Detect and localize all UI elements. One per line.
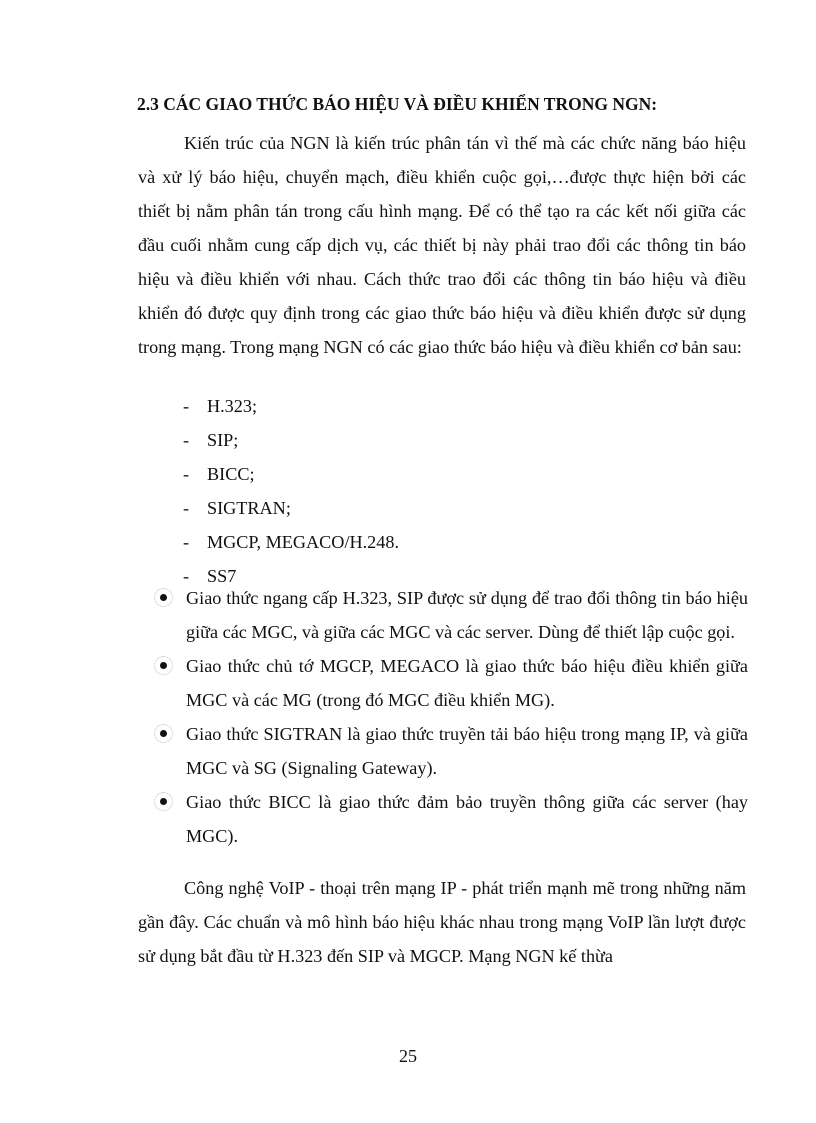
list-item xyxy=(183,423,399,457)
bullet-icon xyxy=(160,662,167,669)
protocol-label: MGCP, MEGACO/H.248. xyxy=(207,532,400,552)
list-item xyxy=(183,525,399,559)
list-item xyxy=(183,491,399,525)
bullet-icon xyxy=(160,730,167,737)
list-item xyxy=(160,581,748,649)
list-item xyxy=(183,457,399,491)
protocol-label: SS7 xyxy=(207,566,237,586)
dash-marker: - xyxy=(183,532,190,552)
dash-marker: - xyxy=(183,430,190,450)
list-item xyxy=(183,389,399,423)
bullet-icon xyxy=(160,594,167,601)
dash-marker: - xyxy=(183,498,190,518)
protocol-label: SIP; xyxy=(207,430,239,450)
list-item xyxy=(160,785,748,853)
bullet-text: Giao thức ngang cấp H.323, SIP được sử dụng để trao đổi thông tin báo hiệu giữa các MGC, và giữa các MGC và các server. Dùng để thiết lập cuộc gọi. xyxy=(186,588,748,642)
protocol-label: BICC; xyxy=(207,464,255,484)
page-number: 25 xyxy=(399,1046,417,1066)
list-item xyxy=(160,649,748,717)
dash-marker: - xyxy=(183,396,190,416)
bullet-icon xyxy=(160,798,167,805)
bullet-text: Giao thức chủ tớ MGCP, MEGACO là giao thức báo hiệu điều khiển giữa MGC và các MG (trong đó MGC điều khiển MG). xyxy=(186,656,748,710)
intro-paragraph: Kiến trúc của NGN là kiến trúc phân tán vì thế mà các chức năng báo hiệu và xử lý báo hiệu, chuyển mạch, điều khiển cuộc gọi,…được thực hiện bởi các thiết bị nằm phân tán trong cấu hình mạng. Để có thể tạo ra các kết nối giữa các đầu cuối nhằm cung cấp dịch vụ, các thiết bị này phải trao đổi các thông tin báo hiệu và điều khiển với nhau. Cách thức trao đổi các thông tin báo hiệu và điều khiển đó được quy định trong các giao thức báo hiệu và điều khiển được sử dụng trong mạng. Trong mạng NGN có các giao thức báo hiệu và điều khiển cơ bản sau: xyxy=(138,133,746,357)
protocol-label: H.323; xyxy=(207,396,258,416)
protocol-label: SIGTRAN; xyxy=(207,498,291,518)
section-heading: 2.3 CÁC GIAO THỨC BÁO HIỆU VÀ ĐIỀU KHIỂN TRONG NGN: xyxy=(137,94,658,114)
dash-marker: - xyxy=(183,464,190,484)
bullet-text: Giao thức SIGTRAN là giao thức truyền tải báo hiệu trong mạng IP, và giữa MGC và SG (Signaling Gateway). xyxy=(186,724,748,778)
dash-marker: - xyxy=(183,566,190,586)
protocol-description-list xyxy=(160,581,748,853)
list-item xyxy=(160,717,748,785)
protocol-list xyxy=(183,389,399,593)
closing-paragraph: Công nghệ VoIP - thoại trên mạng IP - phát triển mạnh mẽ trong những năm gần đây. Các chuẩn và mô hình báo hiệu khác nhau trong mạng VoIP lần lượt được sử dụng bắt đầu từ H.323 đến SIP và MGCP. Mạng NGN kế thừa xyxy=(138,878,746,966)
bullet-text: Giao thức BICC là giao thức đảm bảo truyền thông giữa các server (hay MGC). xyxy=(186,792,748,846)
